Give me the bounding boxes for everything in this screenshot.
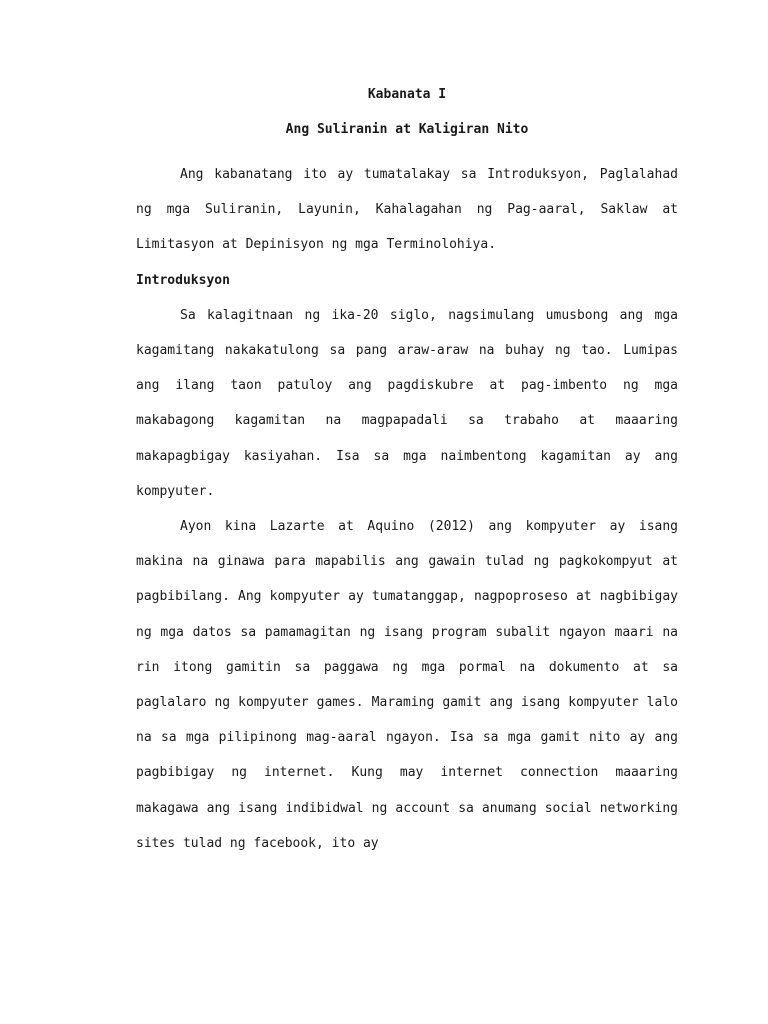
body-paragraph-text: Sa kalagitnaan ng ika-20 siglo, nagsimulang umusbong ang mga kagamitang nakakatulong sa pang araw-araw na buhay ng tao. Lumipas ang ilang taon patuloy ang pagdiskubre at pag-imbento ng mga makabagong kagamitan na magpapadali sa trabaho at maaaring makapagbigay kasiyahan. Isa sa mga naimbentong kagamitan ay ang kompyuter. [136, 307, 678, 499]
intro-paragraph [136, 157, 678, 263]
chapter-title: Ang Suliranin at Kaligiran Nito [285, 122, 529, 137]
intro-paragraph-text: Ang kabanatang ito ay tumatalakay sa Introduksyon, Paglalahad ng mga Suliranin, Layunin, Kahalagahan ng Pag-aaral, Saklaw at Limitasyon at Depinisyon ng mga Terminolohiya. [136, 167, 678, 253]
section-heading: Introduksyon [136, 272, 230, 288]
body-paragraph [136, 509, 678, 861]
body-paragraph-text: Ayon kina Lazarte at Aquino (2012) ang kompyuter ay isang makina na ginawa para mapabilis ang gawain tulad ng pagkokompyut at pagbibilang. Ang kompyuter ay tumatanggap, nagpoproseso at nagbibigay ng mga datos sa pamamagitan ng isang program subalit ngayon maari na rin itong gamitin sa paggawa ng mga pormal na dokumento at sa paglalaro ng kompyuter games. Maraming gamit ang isang kompyuter lalo na sa mga pilipinong mag-aaral ngayon. Isa sa mga gamit nito ay ang pagbibigay ng internet. Kung may internet connection maaaring makagawa ang isang indibidwal ng account sa anumang social networking sites tulad ng facebook, ito ay [136, 519, 678, 851]
spacer [136, 139, 678, 157]
document-page [136, 86, 678, 861]
chapter-heading: Kabanata I [367, 87, 447, 102]
body-paragraph [136, 298, 678, 509]
